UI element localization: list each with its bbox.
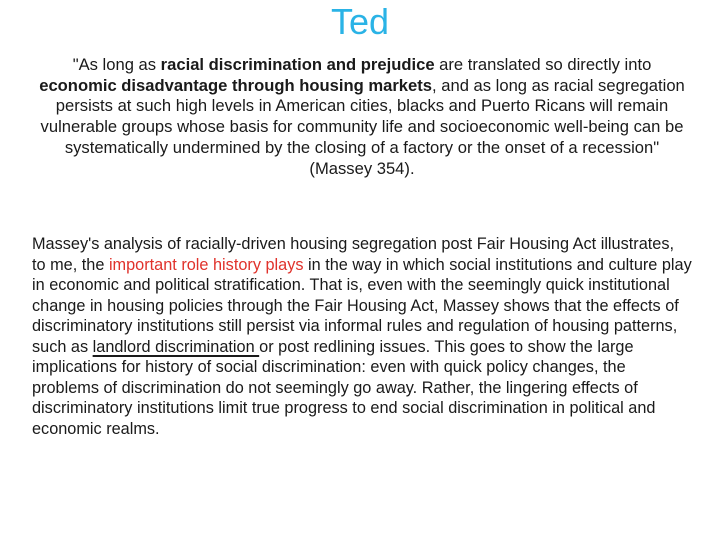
analysis-text: or post redlining issues. This goes to show the large implications for history of social discrimination: even with quick policy changes, the problems of discrimination do not seemingly go away. Rather, the lingering effects of discriminatory institutions limit true progress to end social discrimination in political and economic realms. [32, 337, 656, 438]
quote-block [36, 55, 688, 179]
quote-text: are translated so directly into [434, 55, 652, 74]
slide-title: Ted [330, 1, 390, 42]
analysis-paragraph [32, 234, 692, 439]
quote-text: "As long as [72, 55, 161, 74]
analysis-text: in the way in which social institutions and culture play in economic and political stratification. That is, even with the seemingly quick institutional change in housing policies through the Fair Housing Act, Massey shows that the effects of discriminatory institutions still persist via informal rules and regulation of housing patterns, such as [32, 255, 692, 356]
quote-bold-phrase: economic disadvantage through housing markets [39, 75, 433, 95]
highlighted-phrase: important role history plays [108, 255, 304, 274]
underlined-phrase: landlord discrimination [92, 337, 260, 356]
quote-bold-phrase: racial discrimination and prejudice [160, 55, 435, 74]
quote-text: , and as long as racial segregation persists at such high levels in American cities, blacks and Puerto Ricans will remain vulnerable groups whose basis for community life and socioeconomic well-being can be systematically undermined by the closing of a factory or the onset of a recession" (Massey 354). [40, 75, 685, 178]
analysis-text: Massey's analysis of racially-driven housing segregation post Fair Housing Act illustrates, to me, the [32, 235, 674, 274]
